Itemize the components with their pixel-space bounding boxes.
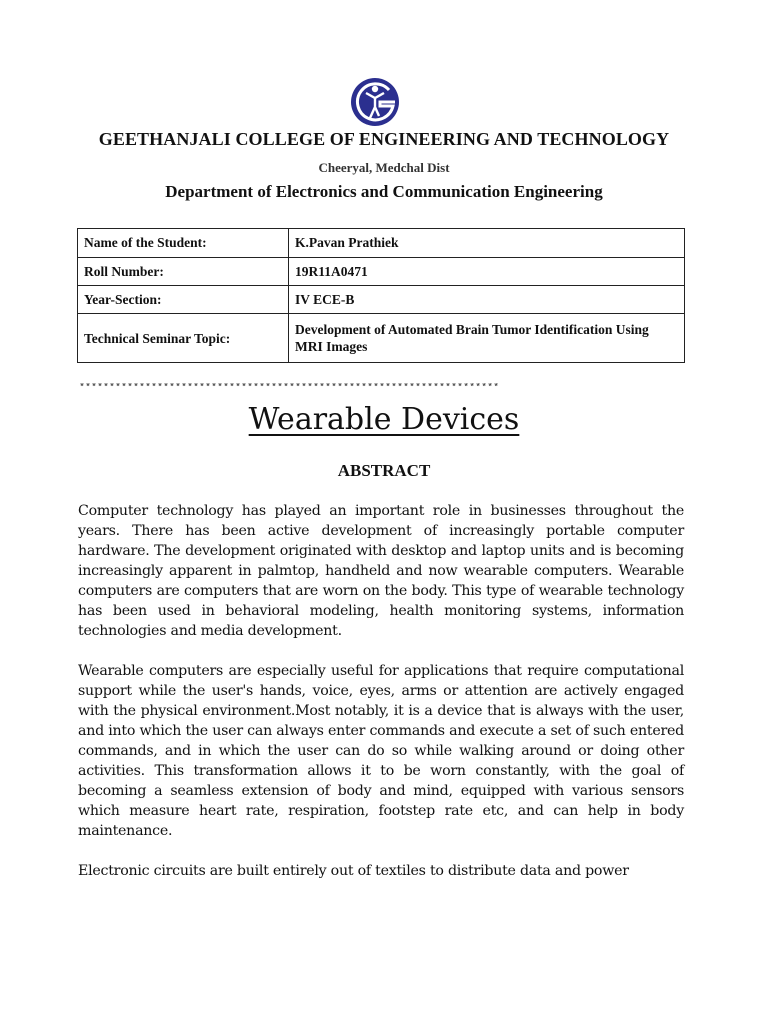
college-name: GEETHANJALI COLLEGE OF ENGINEERING AND TECHNOLOGY bbox=[98, 129, 670, 149]
abstract-paragraph-2: Wearable computers are especially useful for applications that require computational support while the user's hands, voice, eyes, arms or attention are actively engaged with the physical environment.Most notably, it is a device that is always with the user, and into which the user can always enter commands and execute a set of such entered commands, and in which the user can do so while walking around or doing other activities. This transformation allows it to be worn constantly, with the goal of becoming a seamless extension of body and mind, equipped with various sensors which measure heart rate, respiration, footstep rate etc, and can help in body maintenance. bbox=[78, 663, 684, 839]
student-name-label: Name of the Student: bbox=[78, 229, 289, 258]
department-name: Department of Electronics and Communication Engineering bbox=[165, 182, 603, 201]
student-info-table bbox=[77, 228, 685, 363]
abstract-paragraph-1: Computer technology has played an important role in businesses throughout the years. There has been active development of increasingly portable computer hardware. The development originated with desktop and laptop units and is becoming increasingly apparent in palmtop, handheld and now wearable computers. Wearable computers are computers that are worn on the body. This type of wearable technology has been used in behavioral modeling, health monitoring systems, information technologies and media development. bbox=[78, 503, 684, 639]
roll-number-value: 19R11A0471 bbox=[289, 258, 685, 286]
year-section-label: Year-Section: bbox=[78, 286, 289, 314]
seminar-topic-value: Development of Automated Brain Tumor Identification Using MRI Images bbox=[289, 314, 685, 363]
abstract-paragraph-3: Electronic circuits are built entirely out of textiles to distribute data and power bbox=[78, 863, 629, 879]
asterisk-separator: ********************************************************************** bbox=[79, 383, 500, 394]
abstract-heading: ABSTRACT bbox=[337, 461, 431, 480]
table-row bbox=[78, 314, 685, 363]
table-row bbox=[78, 286, 685, 314]
college-location: Cheeryal, Medchal Dist bbox=[318, 160, 450, 175]
seminar-topic-label: Technical Seminar Topic: bbox=[78, 314, 289, 363]
year-section-value: IV ECE-B bbox=[289, 286, 685, 314]
student-name-value: K.Pavan Prathiek bbox=[289, 229, 685, 258]
document-title bbox=[0, 402, 768, 437]
college-logo-icon bbox=[349, 76, 403, 128]
table-row bbox=[78, 258, 685, 286]
table-row bbox=[78, 229, 685, 258]
roll-number-label: Roll Number: bbox=[78, 258, 289, 286]
document-title-text: Wearable Devices bbox=[248, 402, 520, 437]
